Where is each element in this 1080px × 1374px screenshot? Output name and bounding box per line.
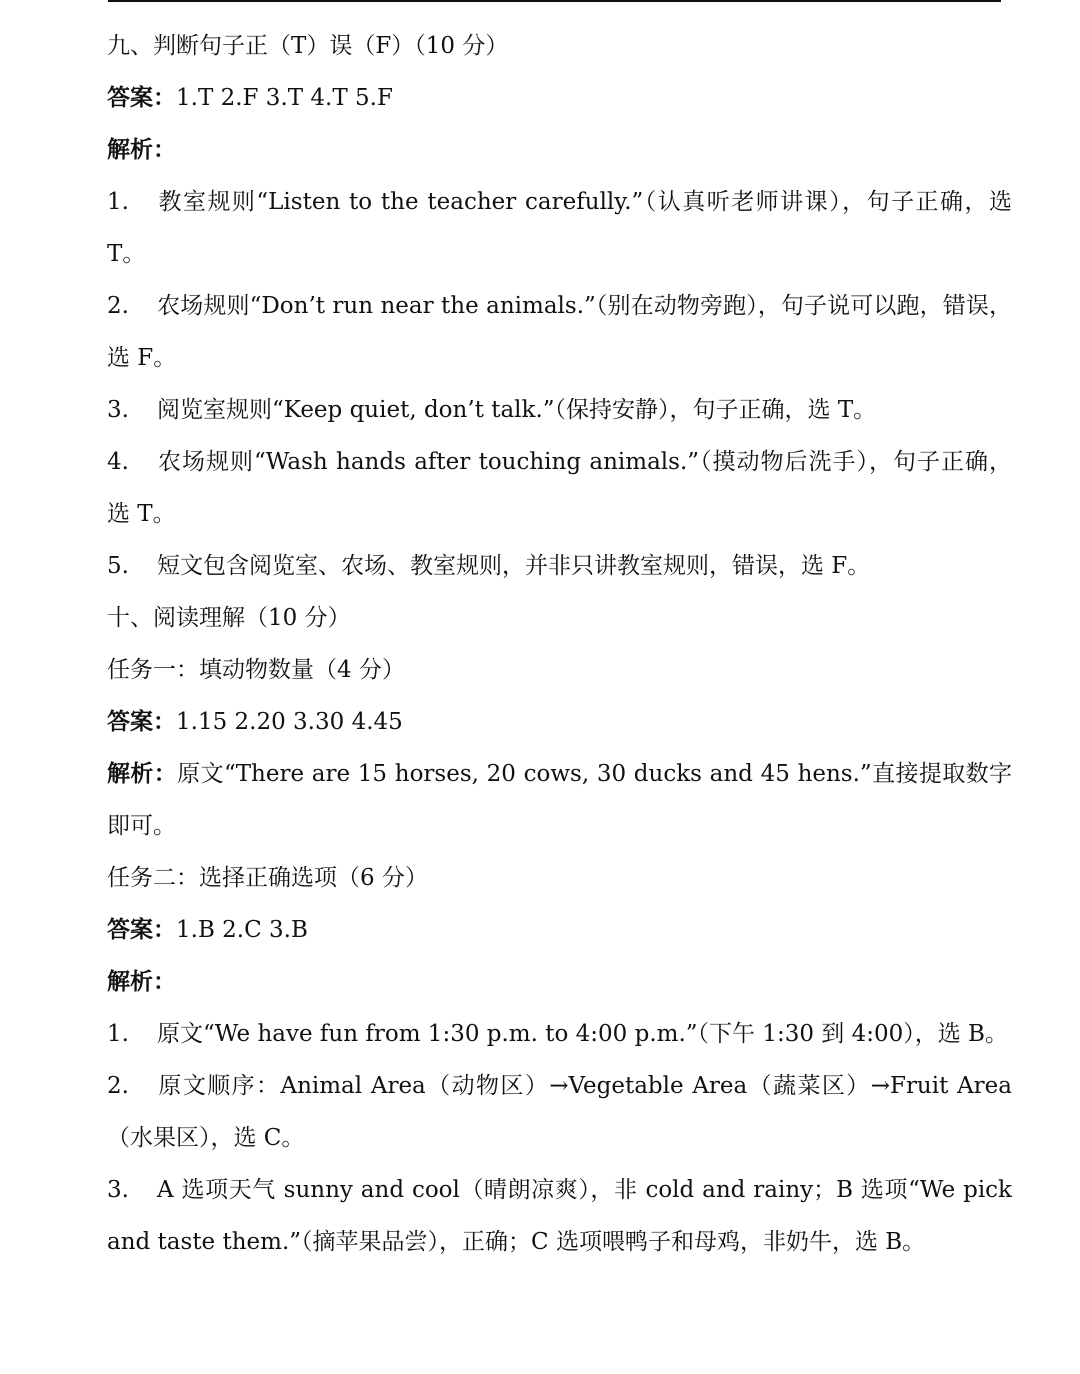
item-number: 3. bbox=[107, 1177, 129, 1203]
task2-item-1 bbox=[107, 1008, 1012, 1060]
section9-item-5 bbox=[107, 540, 1012, 592]
task2-analysis-label: 解析： bbox=[107, 968, 176, 995]
task1-answer bbox=[107, 696, 1012, 748]
section9-answer bbox=[107, 72, 1012, 124]
task2-item-3 bbox=[107, 1164, 1012, 1268]
document-body bbox=[107, 20, 1012, 1268]
analysis-label: 解析： bbox=[107, 760, 178, 787]
item-number: 3. bbox=[107, 397, 129, 423]
item-number: 5. bbox=[107, 553, 129, 579]
section9-title: 九、判断句子正（T）误（F）（10 分） bbox=[107, 33, 509, 59]
answer-label: 答案： bbox=[107, 84, 176, 111]
task2-answer bbox=[107, 904, 1012, 956]
answer-value: 1.B 2.C 3.B bbox=[176, 917, 308, 943]
analysis-text: 原文“There are 15 horses, 20 cows, 30 ducks and 45 hens.”直接提取数字即可。 bbox=[107, 761, 1013, 839]
item-number: 1. bbox=[107, 1021, 129, 1047]
item-number: 1. bbox=[107, 189, 129, 215]
item-number: 4. bbox=[107, 449, 129, 475]
answer-label: 答案： bbox=[107, 708, 176, 735]
section9-analysis-label: 解析： bbox=[107, 136, 176, 163]
item-text: 短文包含阅览室、农场、教室规则，并非只讲教室规则，错误，选 F。 bbox=[157, 553, 871, 579]
top-rule bbox=[108, 0, 1001, 2]
item-number: 2. bbox=[107, 293, 129, 319]
section10-title: 十、阅读理解（10 分） bbox=[107, 605, 351, 631]
item-text: A 选项天气 sunny and cool（晴朗凉爽），非 cold and rainy；B 选项“We pick and taste them.”（摘苹果品尝），正确；C 选项喂鸭子和母鸡，非奶牛，选 B。 bbox=[107, 1177, 1012, 1255]
item-text: 教室规则“Listen to the teacher carefully.”（认真听老师讲课），句子正确，选 T。 bbox=[107, 189, 1012, 267]
task1-title: 任务一：填动物数量（4 分） bbox=[107, 657, 405, 683]
answer-value: 1.15 2.20 3.30 4.45 bbox=[176, 709, 403, 735]
task1-analysis bbox=[107, 748, 1012, 852]
item-number: 2. bbox=[107, 1073, 129, 1099]
item-text: 农场规则“Don’t run near the animals.”（别在动物旁跑），句子说可以跑，错误，选 F。 bbox=[107, 293, 1012, 371]
section9-item-4 bbox=[107, 436, 1012, 540]
item-text: 原文“We have fun from 1:30 p.m. to 4:00 p.m.”（下午 1:30 到 4:00），选 B。 bbox=[157, 1021, 1008, 1047]
item-text: 原文顺序：Animal Area（动物区）→Vegetable Area（蔬菜区）→Fruit Area（水果区），选 C。 bbox=[107, 1073, 1012, 1151]
section9-item-1 bbox=[107, 176, 1012, 280]
answer-label: 答案： bbox=[107, 916, 176, 943]
task2-item-2 bbox=[107, 1060, 1012, 1164]
section9-item-2 bbox=[107, 280, 1012, 384]
task2-title: 任务二：选择正确选项（6 分） bbox=[107, 865, 428, 891]
answer-value: 1.T 2.F 3.T 4.T 5.F bbox=[176, 85, 393, 111]
section9-item-3 bbox=[107, 384, 1012, 436]
item-text: 阅览室规则“Keep quiet, don’t talk.”（保持安静），句子正确，选 T。 bbox=[157, 397, 877, 423]
item-text: 农场规则“Wash hands after touching animals.”（摸动物后洗手），句子正确，选 T。 bbox=[107, 449, 1012, 527]
